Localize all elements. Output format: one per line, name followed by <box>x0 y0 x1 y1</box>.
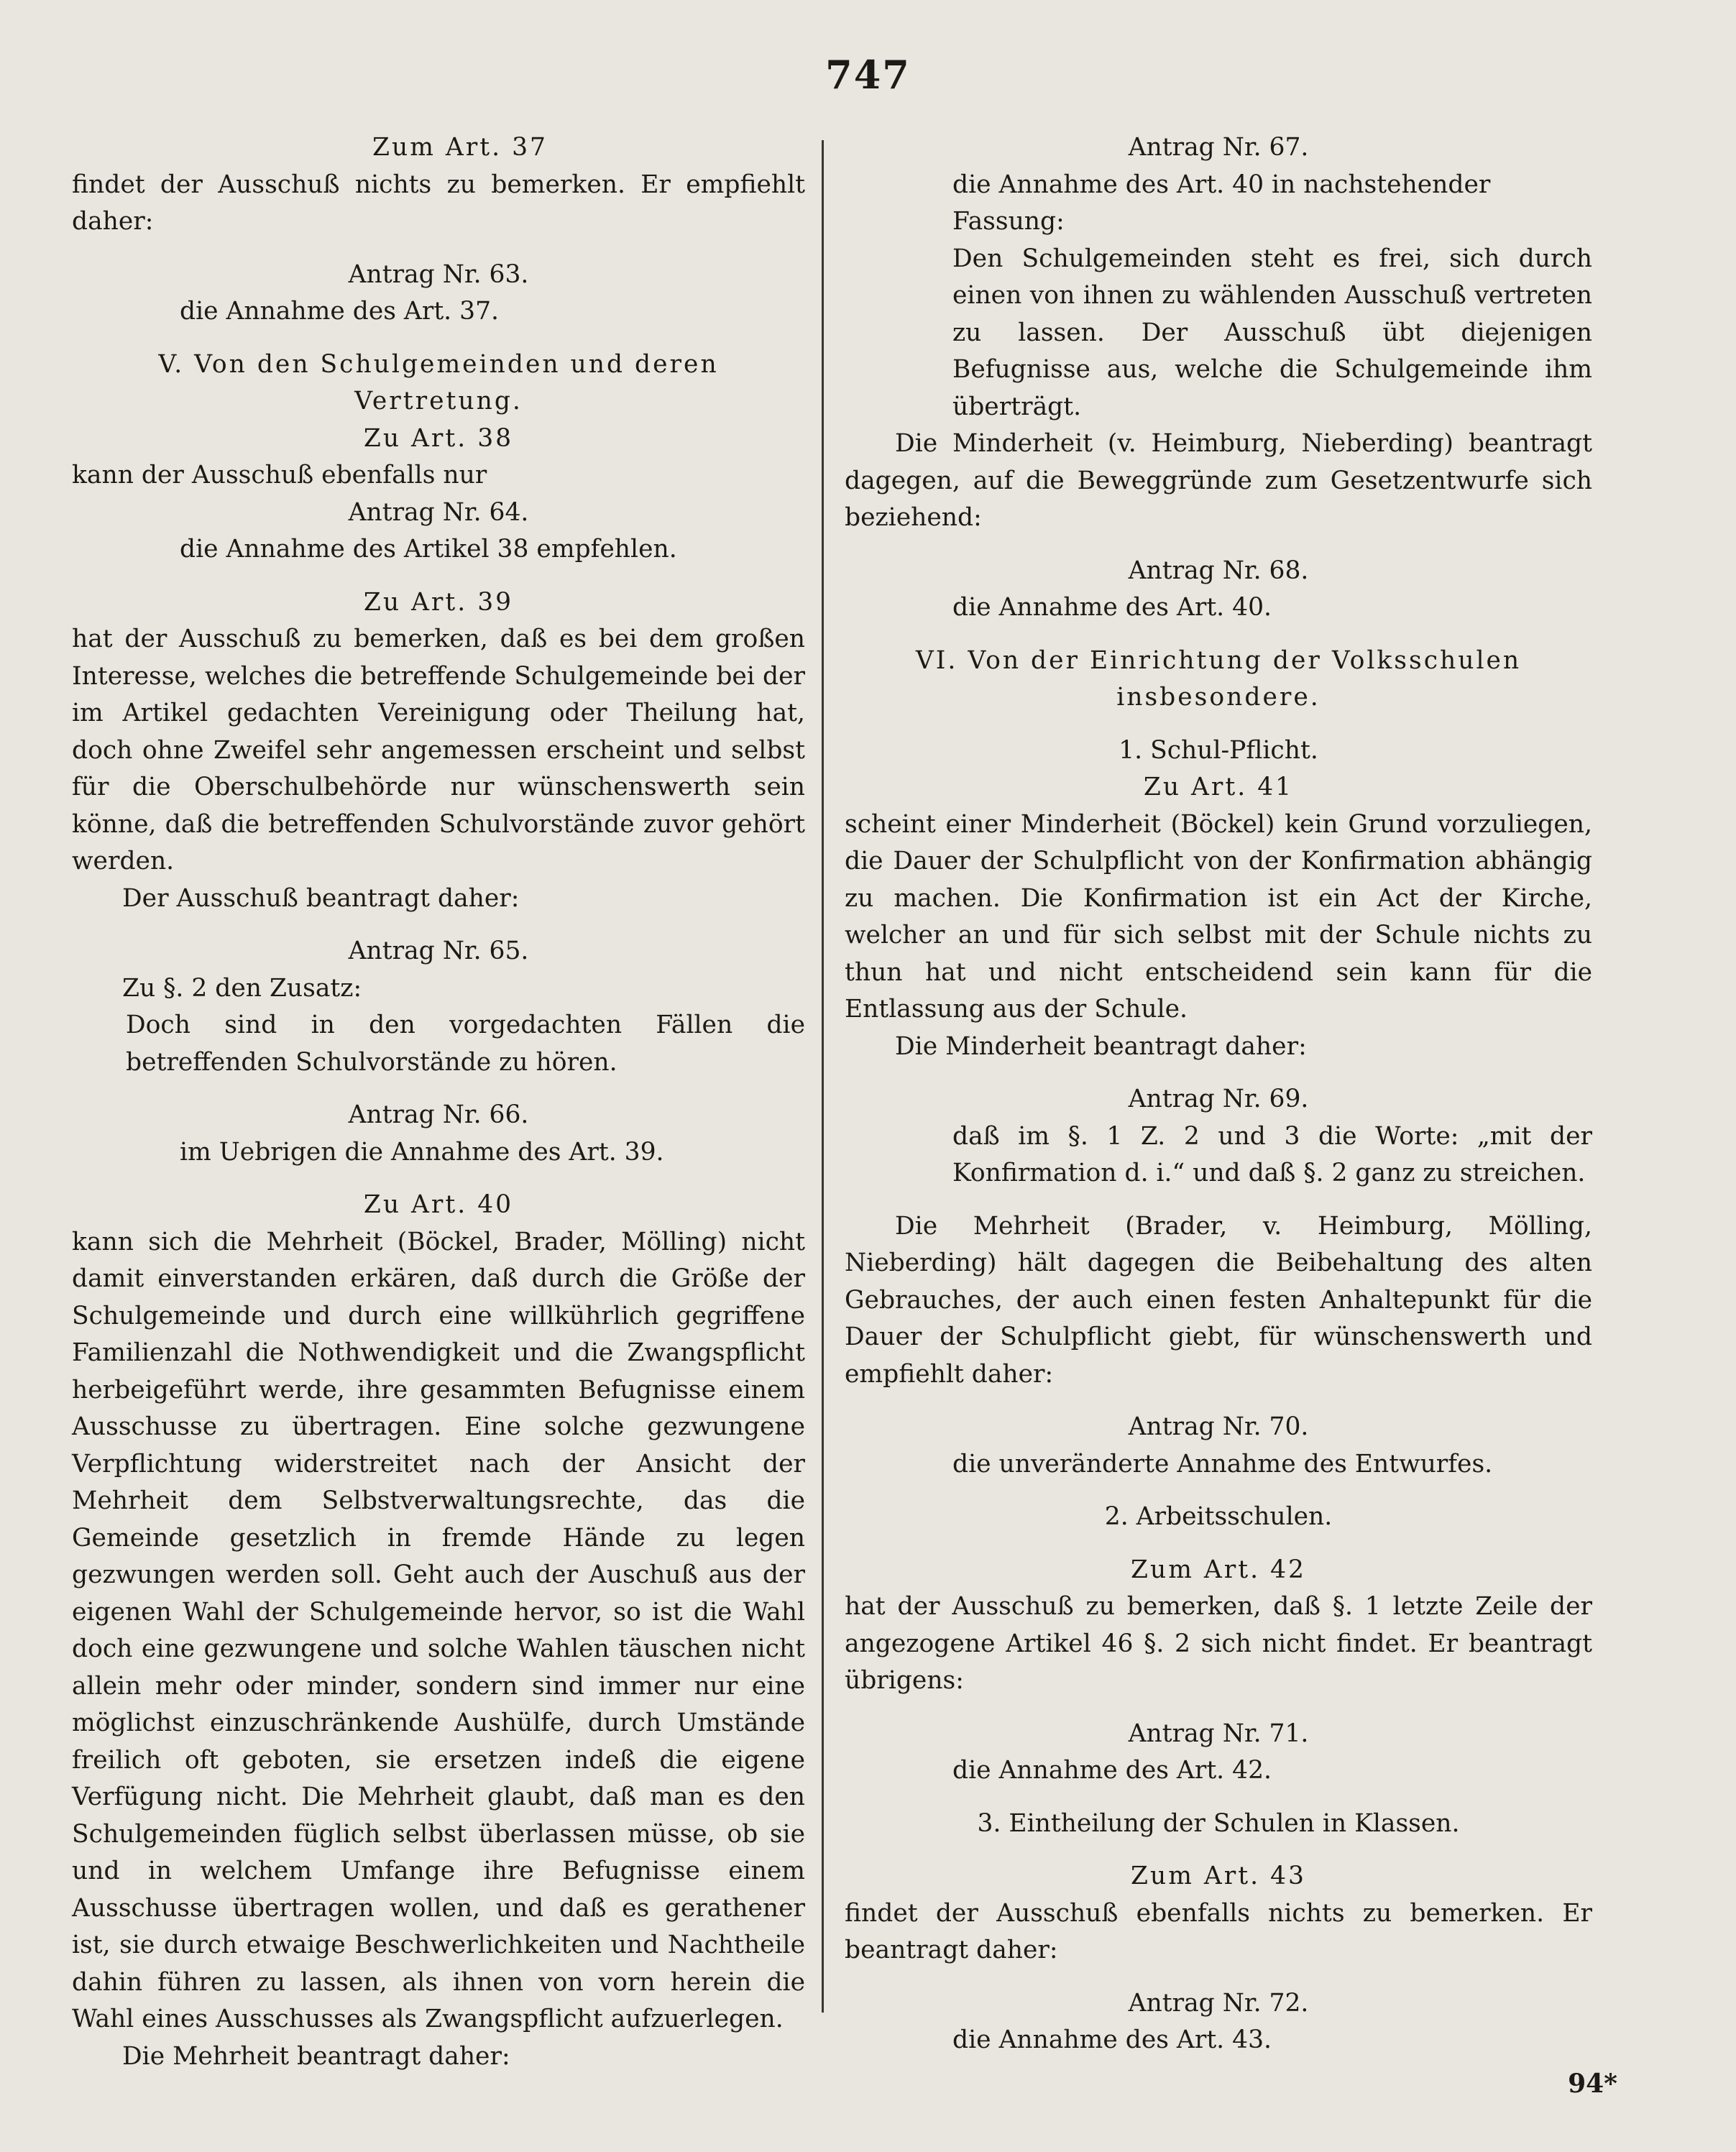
motion-heading: Antrag Nr. 64. <box>348 497 529 527</box>
paragraph: kann sich die Mehrheit (Böckel, Brader, Mölling) nicht damit einverstanden erkären, daß durch die Größe der Schulgemeinde und durch eine willkührlich gegriffene Familienzahl die Nothwendigkeit und die Zwangspflicht herbeigeführt werde, ihre gesammten Befugnisse einem Ausschusse zu übertragen. Eine solche gezwungene Verpflichtung widerstreitet nach der Ansicht der Mehrheit dem Selbstverwaltungsrechte, das die Gemeinde gesetzlich in fremde Hände zu legen gezwungen werden soll. Geht auch der Auschuß aus der eigenen Wahl der Schulgemeinde hervor, so ist die Wahl doch eine gezwungene und solche Wahlen täuschen nicht allein mehr oder minder, sondern sind immer nur eine möglichst einzuschränkende Aushülfe, durch Umstände freilich oft geboten, sie ersetzen indeß die eigene Verfügung nicht. Die Mehrheit glaubt, daß man es den Schulgemeinden füglich selbst überlassen müsse, ob sie und in welchem Umfange ihre Befugnisse einem Ausschusse übertragen wollen, und daß es gerathener ist, sie durch etwaige Beschwerlichkeiten und Nachtheile dahin führen zu lassen, als ihnen von vorn herein die Wahl eines Ausschusses als Zwangspflicht aufzuerlegen. <box>72 1227 805 2033</box>
motion-heading: Antrag Nr. 69. <box>1128 1085 1309 1113</box>
motion-heading: Antrag Nr. 65. <box>348 937 529 965</box>
section-heading: Zu Art. 40 <box>363 1190 514 1219</box>
subsection-heading: 3. Eintheilung der Schulen in Klassen. <box>977 1808 1460 1838</box>
motion-text: im Uebrigen die Annahme des Art. 39. <box>180 1137 664 1167</box>
section-heading: Zum Art. 42 <box>1131 1555 1306 1584</box>
motion-heading: Antrag Nr. 71. <box>1128 1719 1309 1748</box>
motion-text: die Annahme des Art. 42. <box>952 1756 1272 1785</box>
motion-heading: Antrag Nr. 70. <box>1128 1412 1309 1441</box>
chapter-heading: V. Von den Schulgemeinden und deren Vertretung. <box>158 349 719 415</box>
paragraph: Die Mehrheit beantragt daher: <box>122 2041 510 2071</box>
amendment-text: Doch sind in den vorgedachten Fällen die betreffenden Schulvorstände zu hören. <box>126 1011 805 1077</box>
column-divider <box>822 140 824 2013</box>
section-heading: Zu Art. 39 <box>363 587 514 617</box>
printer-signature: 94* <box>1568 2069 1617 2099</box>
section-heading: Zum Art. 43 <box>1131 1862 1306 1890</box>
motion-text: die Annahme des Art. 40 in nachstehender Fassung: <box>952 170 1491 236</box>
paragraph: findet der Ausschuß nichts zu bemerken. Er empfiehlt daher: <box>72 170 805 236</box>
paragraph: findet der Ausschuß ebenfalls nichts zu bemerken. Er beantragt daher: <box>845 1898 1592 1964</box>
motion-text: die Annahme des Artikel 38 empfehlen. <box>180 535 677 564</box>
paragraph: Die Mehrheit (Brader, v. Heimburg, Mölling, Nieberding) hält dagegen die Beibehaltung des alten Gebrauches, der auch einen festen Anhaltepunkt für die Dauer der Schulpflicht giebt, für wünschenswerth und empfiehlt daher: <box>845 1211 1592 1389</box>
section-heading: Zu Art. 41 <box>1143 773 1294 801</box>
section-heading: Zum Art. 37 <box>372 133 548 162</box>
left-column <box>72 129 805 2075</box>
motion-text: die Annahme des Art. 37. <box>180 297 499 326</box>
paragraph: hat der Ausschuß zu bemerken, daß §. 1 letzte Zeile der angezogene Artikel 46 §. 2 sich nicht findet. Er beantragt übrigens: <box>845 1592 1592 1695</box>
motion-text: die Annahme des Art. 40. <box>952 593 1272 622</box>
motion-heading: Antrag Nr. 63. <box>348 259 529 289</box>
motion-heading: Antrag Nr. 72. <box>1128 1988 1309 2018</box>
paragraph: Die Minderheit (v. Heimburg, Nieberding) beantragt dagegen, auf die Beweggründe zum Gesetzentwurfe sich beziehend: <box>845 429 1592 532</box>
paragraph: Der Ausschuß beantragt daher: <box>122 883 520 913</box>
chapter-heading: VI. Von der Einrichtung der Volksschulen insbesondere. <box>915 645 1522 712</box>
motion-heading: Antrag Nr. 66. <box>348 1100 529 1129</box>
paragraph: Zu §. 2 den Zusatz: <box>122 973 362 1003</box>
subsection-heading: 2. Arbeitsschulen. <box>1104 1502 1333 1531</box>
paragraph: kann der Ausschuß ebenfalls nur <box>72 461 487 489</box>
paragraph: scheint einer Minderheit (Böckel) kein Grund vorzuliegen, die Dauer der Schulpflicht von der Konfirmation abhängig zu machen. Die Konfirmation ist ein Act der Kirche, welcher an und für sich selbst mit der Schule nichts zu thun hat und nicht entscheidend sein kann für die Entlassung aus der Schule. <box>845 809 1592 1024</box>
motion-heading: Antrag Nr. 67. <box>1128 133 1309 162</box>
motion-text: die unveränderte Annahme des Entwurfes. <box>952 1449 1493 1479</box>
amendment-text: Den Schulgemeinden steht es frei, sich durch einen von ihnen zu wählenden Ausschuß vertreten zu lassen. Der Ausschuß übt diejenigen Befugnisse aus, welche die Schulgemeinde ihm überträgt. <box>952 244 1592 421</box>
subsection-heading: 1. Schul-Pflicht. <box>1119 735 1318 765</box>
right-column <box>845 129 1592 2059</box>
motion-text: daß im §. 1 Z. 2 und 3 die Worte: „mit der Konfirmation d. i.“ und daß §. 2 ganz zu streichen. <box>952 1121 1592 1187</box>
section-heading: Zu Art. 38 <box>363 423 514 453</box>
motion-text: die Annahme des Art. 43. <box>952 2025 1272 2054</box>
paragraph: Die Minderheit beantragt daher: <box>895 1031 1307 1061</box>
page-number: 747 <box>825 52 911 98</box>
motion-heading: Antrag Nr. 68. <box>1128 556 1309 585</box>
paragraph: hat der Ausschuß zu bemerken, daß es bei dem großen Interesse, welches die betreffende Schulgemeinde bei der im Artikel gedachten Vereinigung oder Theilung hat, doch ohne Zweifel sehr angemessen erscheint und selbst für die Oberschulbehörde nur wünschenswerth sein könne, daß die betreffenden Schulvorstände zuvor gehört werden. <box>72 625 805 875</box>
